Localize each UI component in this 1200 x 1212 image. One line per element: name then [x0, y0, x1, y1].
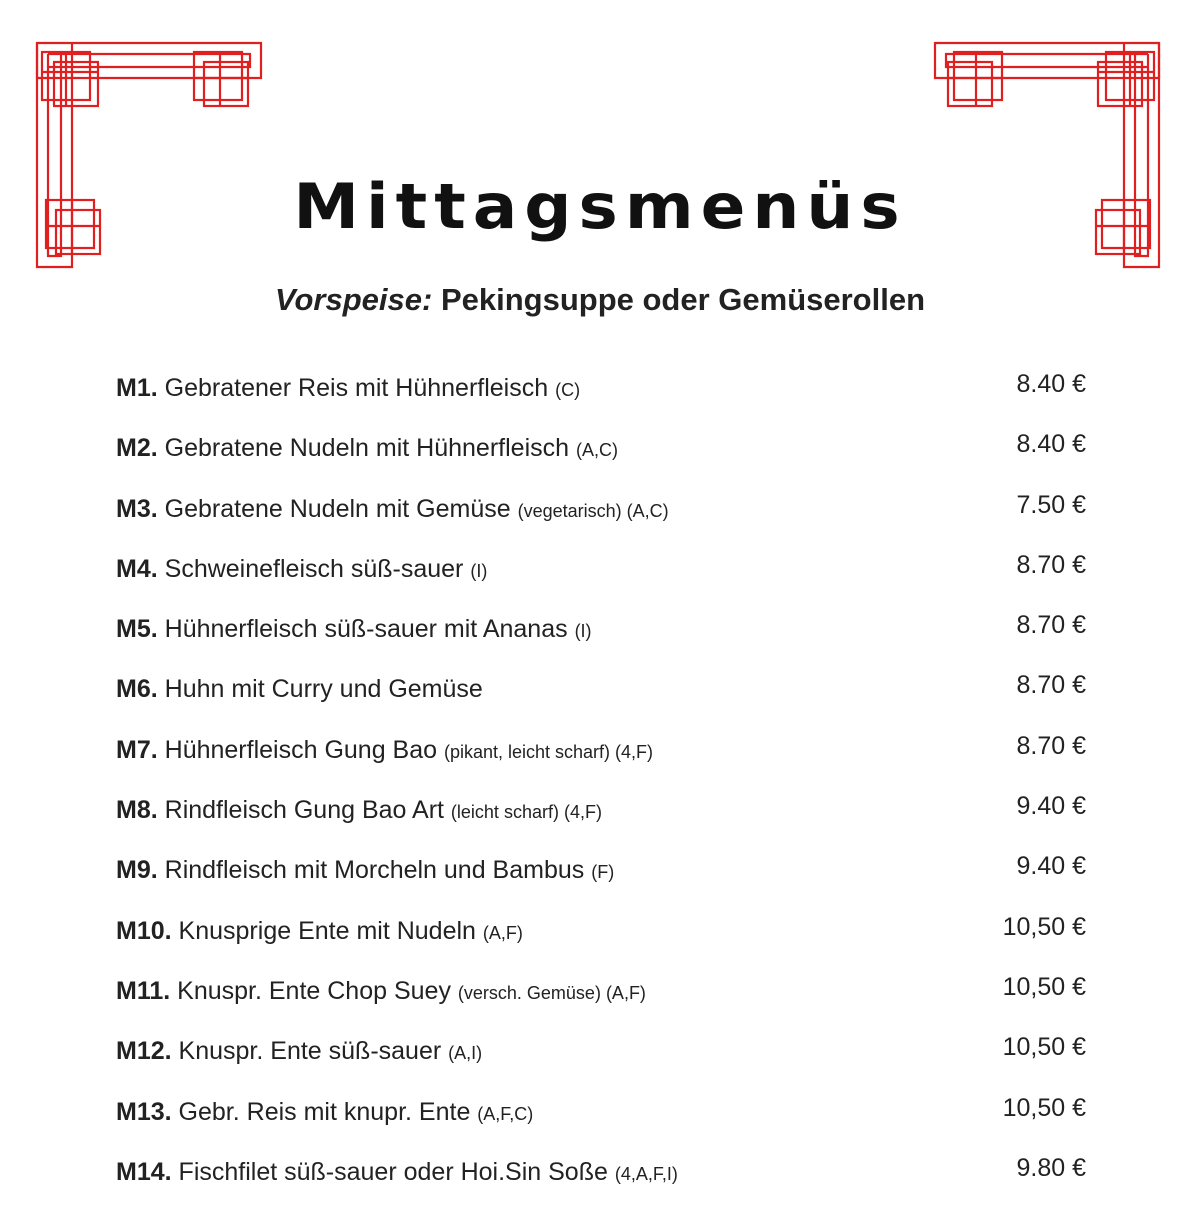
- menu-item-allergens: (vegetarisch) (A,C): [517, 500, 669, 521]
- menu-item-allergens: (4,A,F,I): [614, 1163, 678, 1184]
- menu-item-allergens: (A,I): [448, 1043, 483, 1064]
- menu-item: [116, 549, 1116, 609]
- menu-item: [116, 1152, 1116, 1212]
- menu-item-code: M4.: [116, 554, 158, 583]
- menu-item-name: Rindfleisch Gung Bao Art: [164, 796, 444, 825]
- menu-item-line: [116, 917, 523, 946]
- menu-item-price: 10,50 €: [1002, 1093, 1086, 1122]
- menu-item-code: M2.: [116, 434, 158, 463]
- menu-item-name: Knusprige Ente mit Nudeln: [178, 916, 476, 945]
- menu-item-price: 9.40 €: [1016, 852, 1086, 881]
- menu-item-line: [116, 434, 618, 463]
- menu-item-line: [116, 736, 653, 765]
- menu-item-price: 8.70 €: [1016, 611, 1086, 640]
- page-title: Mittagsmenüs: [293, 169, 907, 244]
- menu-item-name: Huhn mit Curry und Gemüse: [164, 675, 483, 704]
- menu-item-allergens: (leicht scharf) (4,F): [450, 802, 602, 823]
- menu-item-name: Knuspr. Ente süß-sauer: [178, 1037, 442, 1066]
- menu-item-line: [116, 675, 483, 704]
- menu-item-price: 9.40 €: [1016, 792, 1086, 821]
- menu-item-code: M5.: [116, 615, 158, 644]
- menu-item-line: [116, 977, 646, 1006]
- menu-item-line: [116, 1098, 533, 1127]
- menu-item-name: Rindfleisch mit Morcheln und Bambus: [164, 856, 585, 885]
- menu-item-name: Gebratene Nudeln mit Hühnerfleisch: [164, 434, 570, 463]
- menu-item: [116, 428, 1116, 488]
- menu-list: [116, 368, 1116, 1212]
- menu-item-allergens: (versch. Gemüse) (A,F): [457, 982, 646, 1003]
- menu-item-code: M6.: [116, 675, 158, 704]
- menu-item-allergens: (I): [574, 621, 592, 642]
- menu-item: [116, 489, 1116, 549]
- starter-text: Pekingsuppe oder Gemüserollen: [440, 282, 926, 317]
- menu-item-code: M14.: [116, 1157, 172, 1186]
- menu-item-code: M8.: [116, 796, 158, 825]
- menu-item-code: M7.: [116, 735, 158, 764]
- menu-item: [116, 609, 1116, 669]
- menu-item-price: 10,50 €: [1002, 912, 1086, 941]
- menu-item: [116, 368, 1116, 428]
- menu-item-line: [116, 374, 580, 403]
- menu-item: [116, 790, 1116, 850]
- menu-item: [116, 971, 1116, 1031]
- menu-item-line: [116, 856, 614, 885]
- menu-item-price: 8.70 €: [1016, 550, 1086, 579]
- menu-item-name: Hühnerfleisch süß-sauer mit Ananas: [164, 615, 568, 644]
- menu-item: [116, 911, 1116, 971]
- menu-item-code: M9.: [116, 856, 158, 885]
- menu-item-price: 9.80 €: [1016, 1153, 1086, 1182]
- menu-item-price: 8.40 €: [1016, 430, 1086, 459]
- menu-item: [116, 850, 1116, 910]
- menu-item-allergens: (pikant, leicht scharf) (4,F): [443, 741, 654, 762]
- menu-item-price: 10,50 €: [1002, 1033, 1086, 1062]
- menu-item: [116, 1031, 1116, 1091]
- menu-item-name: Gebratene Nudeln mit Gemüse: [164, 494, 511, 523]
- menu-item-price: 10,50 €: [1002, 972, 1086, 1001]
- menu-item-code: M10.: [116, 916, 172, 945]
- menu-item-name: Fischfilet süß-sauer oder Hoi.Sin Soße: [178, 1157, 608, 1186]
- menu-item-line: [116, 1158, 678, 1187]
- menu-item-code: M11.: [116, 976, 171, 1005]
- menu-item-price: 7.50 €: [1016, 490, 1086, 519]
- menu-item-code: M1.: [116, 374, 158, 402]
- menu-item-code: M12.: [116, 1037, 172, 1066]
- starter-line: [0, 282, 1200, 318]
- menu-item: [116, 669, 1116, 729]
- menu-item-allergens: (A,F,C): [477, 1103, 534, 1124]
- menu-item-price: 8.40 €: [1016, 370, 1086, 398]
- menu-item-allergens: (A,F): [482, 922, 523, 943]
- menu-item-line: [116, 495, 669, 524]
- menu-item: [116, 730, 1116, 790]
- menu-item-name: Gebratener Reis mit Hühnerfleisch: [164, 374, 549, 402]
- menu-item-code: M3.: [116, 494, 158, 523]
- menu-item-code: M13.: [116, 1097, 172, 1126]
- menu-item-price: 8.70 €: [1016, 731, 1086, 760]
- menu-item-line: [116, 1037, 482, 1066]
- menu-item: [116, 1092, 1116, 1152]
- menu-item-name: Schweinefleisch süß-sauer: [164, 554, 464, 583]
- menu-item-line: [116, 796, 602, 825]
- menu-item-line: [116, 555, 487, 584]
- menu-item-line: [116, 615, 592, 644]
- starter-label: Vorspeise:: [274, 282, 433, 317]
- menu-item-price: 8.70 €: [1016, 671, 1086, 700]
- menu-item-allergens: (I): [470, 560, 488, 581]
- menu-item-name: Gebr. Reis mit knupr. Ente: [178, 1097, 471, 1126]
- menu-item-allergens: (C): [555, 380, 581, 400]
- menu-item-allergens: (A,C): [575, 440, 618, 461]
- menu-item-name: Hühnerfleisch Gung Bao: [164, 735, 438, 764]
- menu-item-allergens: (F): [591, 862, 615, 883]
- menu-item-name: Knuspr. Ente Chop Suey: [177, 976, 451, 1005]
